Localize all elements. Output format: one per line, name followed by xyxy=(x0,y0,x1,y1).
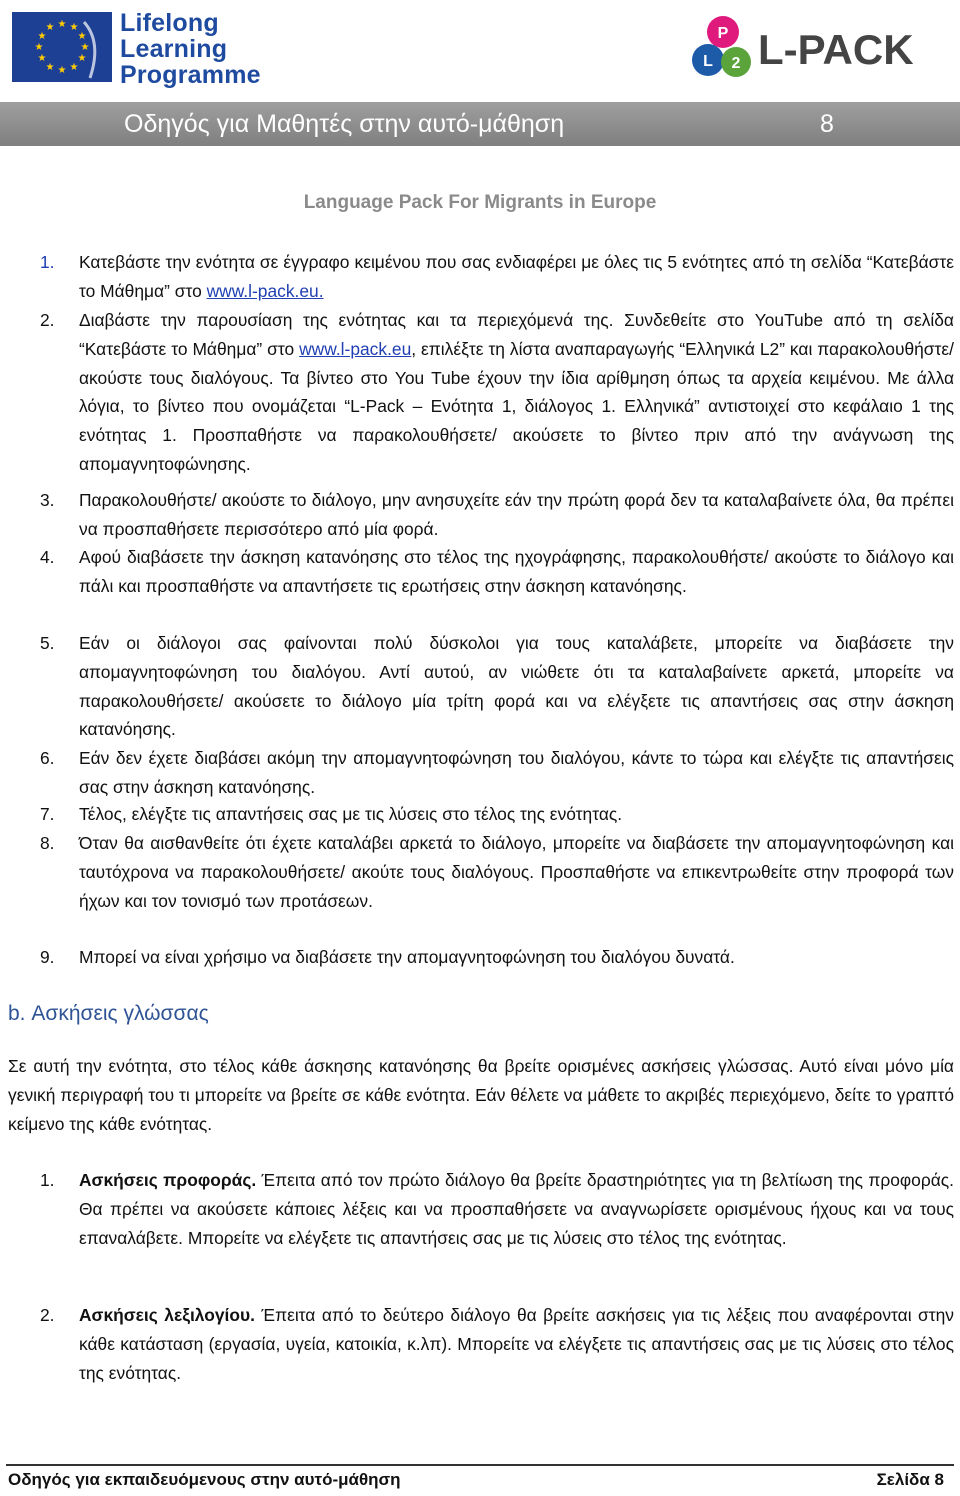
svg-text:★: ★ xyxy=(77,31,87,42)
item-number: 9. xyxy=(40,947,55,967)
eu-flag-icon xyxy=(12,12,112,82)
item-text xyxy=(79,306,954,479)
footer-rule xyxy=(6,1464,954,1466)
item-text-part: Κατεβάστε την ενότητα σε έγγραφο κειμένου που σας ενδιαφέρει με όλες τις 5 ενότητες από τη σελίδα “Κατεβάστε το Μάθημα” στο xyxy=(79,252,954,301)
svg-text:★: ★ xyxy=(77,53,87,64)
item-text xyxy=(79,1166,954,1252)
svg-text:★: ★ xyxy=(37,31,47,42)
item-text: Παρακολουθήστε/ ακούστε το διάλογο, μην ανησυχείτε εάν την πρώτη φορά δεν τα καταλαβαίνετε όλα, θα πρέπει να προσπαθήσετε περισσότερο από μία φορά. xyxy=(79,490,954,539)
item-number: 4. xyxy=(40,547,55,567)
item-text xyxy=(79,248,954,306)
item-number: 5. xyxy=(40,633,55,653)
svg-text:★: ★ xyxy=(45,62,55,73)
item-number: 8. xyxy=(40,833,55,853)
page-number: 8 xyxy=(820,110,834,138)
item-number: 1. xyxy=(40,1170,55,1190)
svg-text:★: ★ xyxy=(34,42,44,53)
item-number: 2. xyxy=(40,1305,55,1325)
item-number: 2. xyxy=(40,310,55,330)
item-text: Εάν δεν έχετε διαβάσει ακόμη την απομαγνητοφώνηση του διαλόγου, κάντε το τώρα και ελέγξτε τις απαντήσεις σας στην άσκηση κατανόησης. xyxy=(79,748,954,797)
item-number: 6. xyxy=(40,748,55,768)
item-label: Ασκήσεις λεξιλογίου. xyxy=(79,1305,255,1325)
svg-text:★: ★ xyxy=(57,19,67,30)
lpack-mark-icon xyxy=(690,12,756,82)
llp-logo xyxy=(12,8,262,88)
footer-title: Οδηγός για εκπαιδευόμενους στην αυτό-μάθηση xyxy=(8,1470,401,1489)
item-text-part: Έπειτα από το δεύτερο διάλογο θα βρείτε ασκήσεις για τις λέξεις που αναφέρονται στην κάθε κατάσταση (εργασία, υγεία, κατοικία, κ.λπ). Μπορείτε να ελέγξετε τις απαντήσεις σας με τις λύσεις στο τέλος της ενότητας. xyxy=(79,1305,955,1383)
svg-text:★: ★ xyxy=(45,22,55,33)
item-text-part: , επιλέξτε τη λίστα αναπαραγωγής “Ελληνικά L2” και παρακολουθήστε/ ακούστε τους διαλόγους. Τα βίντεο στο You Tube έχουν την ίδια αρίθμηση όπως τα αρχεία κειμένου. Με άλλα λόγια, το βίντεο που ονομάζεται “L-Pack – Ενότητα 1, διάλογος 1. Ελληνικά” αντιστοιχεί στο κεφάλαιο 1 της ενότητας 1. Προσπαθήστε να παρακολουθήσετε/ ακούσετε το βίντεο πριν από την ανάγνωση της απομαγνητοφώνησης. xyxy=(79,338,954,474)
title-bar xyxy=(0,102,960,146)
llp-title xyxy=(120,10,261,88)
llp-line: Lifelong xyxy=(120,9,219,37)
svg-text:★: ★ xyxy=(80,42,90,53)
item-text-part: Έπειτα από τον πρώτο διάλογο θα βρείτε δραστηριότητες για τη βελτίωση της προφοράς. Θα πρέπει να ακούσετε κάποιες λέξεις και να προσπαθήσετε να αναγνωρίσετε ορισμένους ήχους και να τους επαναλάβετε. Μπορείτε να ελέγξετε τις απαντήσεις σας με τις λύσεις στο τέλος της ενότητας. xyxy=(79,1170,955,1248)
llp-line: Learning xyxy=(120,35,228,63)
item-text: Εάν οι διάλογοι σας φαίνονται πολύ δύσκολοι για τους καταλάβετε, μπορείτε να διαβάσετε την απομαγνητοφώνηση του διαλόγου. Αντί αυτού, αν νιώθετε ότι τα καταλαβαίνετε αρκετά, μπορείτε να παρακολουθήσετε/ ακούσετε το διάλογο μία τρίτη φορά και να ελέγξετε τις απαντήσεις σας στην άσκηση κατανόησης. xyxy=(79,633,954,740)
svg-text:★: ★ xyxy=(69,62,79,73)
item-text: Μπορεί να είναι χρήσιμο να διαβάσετε την απομαγνητοφώνηση του διαλόγου δυνατά. xyxy=(79,947,735,967)
lpack-logo xyxy=(690,12,930,88)
llp-line: Programme xyxy=(120,61,261,89)
svg-text:★: ★ xyxy=(57,65,67,76)
lpack-wordmark: L-PACK xyxy=(758,26,914,73)
svg-text:★: ★ xyxy=(69,22,79,33)
footer xyxy=(0,1464,960,1496)
lpack-letter-l: L xyxy=(703,53,713,70)
svg-text:★: ★ xyxy=(37,53,47,64)
lpack-letter-p: P xyxy=(717,25,729,42)
lpack-link[interactable]: www.l-pack.eu xyxy=(299,338,412,359)
subtitle: Language Pack For Migrants in Europe xyxy=(303,192,657,213)
section-heading: b. Ασκήσεις γλώσσας xyxy=(8,1002,209,1025)
item-text: Αφού διαβάσετε την άσκηση κατανόησης στο τέλος της ηχογράφησης, παρακολουθήστε/ ακούστε το διάλογο και πάλι και προσπαθήστε να απαντήσετε τις ερωτήσεις στην άσκηση κατανόησης. xyxy=(79,547,954,596)
section-intro: Σε αυτή την ενότητα, στο τέλος κάθε άσκησης κατανόησης θα βρείτε ορισμένες ασκήσεις γλώσσας. Αυτό είναι μόνο μία γενική περιγραφή του τι μπορείτε να βρείτε σε κάθε ενότητα. Εάν θέλετε να μάθετε το ακριβές περιεχόμενο, δείτε το γραπτό κείμενο της κάθε ενότητας. xyxy=(8,1056,954,1134)
item-label: Ασκήσεις προφοράς. xyxy=(79,1170,257,1190)
eu-stars-icon xyxy=(12,12,112,82)
item-text-part: Διαβάστε την παρουσίαση της ενότητας και τα περιεχόμενά της. Συνδεθείτε στο YouTube από τη σελίδα “Κατεβάστε το Μάθημα” στο xyxy=(79,310,954,359)
lpack-letter-2: 2 xyxy=(731,55,741,72)
page-title: Οδηγός για Μαθητές στην αυτό-μάθηση xyxy=(124,110,565,138)
footer-page: Σελίδα 8 xyxy=(876,1470,944,1489)
lpack-link[interactable]: www.l-pack.eu. xyxy=(206,280,324,301)
item-number: 7. xyxy=(40,804,55,824)
item-number: 1. xyxy=(40,252,55,272)
item-text: Τέλος, ελέγξτε τις απαντήσεις σας με τις λύσεις στο τέλος της ενότητας. xyxy=(79,804,623,824)
item-text: Όταν θα αισθανθείτε ότι έχετε καταλάβει αρκετά το διάλογο, μπορείτε να διαβάσετε την απομαγνητοφώνηση και ταυτόχρονα να παρακολουθήσετε/ ακούτε τους διαλόγους. Προσπαθήστε να επικεντρωθείτε στην προφορά των ήχων και τον τονισμό των προτάσεων. xyxy=(79,833,954,911)
item-text xyxy=(79,1301,954,1387)
item-number: 3. xyxy=(40,490,55,510)
